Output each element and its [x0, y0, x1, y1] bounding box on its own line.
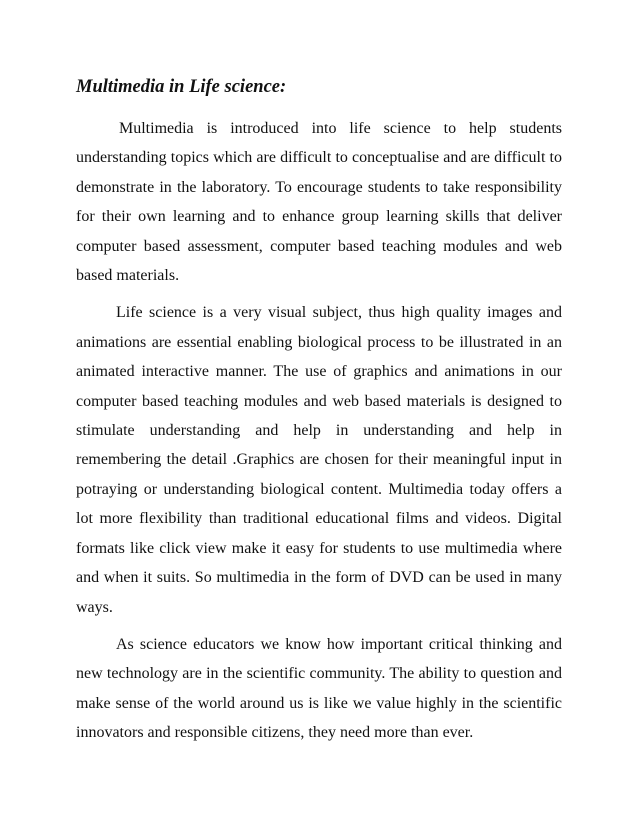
paragraph-2: Life science is a very visual subject, thus high quality images and animations are essential enabling biological process to be illustrated in an animated interactive manner. The use of graphics and animations in our computer based teaching modules and web based materials is designed to stimulate understanding and help in understanding and help in remembering the detail .Graphics are chosen for their meaningful input in potraying or understanding biological content. Multimedia today offers a lot more flexibility than traditional educational films and videos. Digital formats like click view make it easy for students to use multimedia where and when it suits. So multimedia in the form of DVD can be used in many ways. — [76, 304, 562, 616]
paragraph-3: As science educators we know how important critical thinking and new technology are in the scientific community. The ability to question and make sense of the world around us is like we value highly in the scientific innovators and responsible citizens, they need more than ever. — [76, 635, 562, 742]
document-heading: Multimedia in Life science: — [76, 77, 287, 97]
paragraph-1: Multimedia is introduced into life science to help students understanding topics which are difficult to conceptualise and are difficult to demonstrate in the laboratory. To encourage students to take responsibility for their own learning and to enhance group learning skills that deliver computer based assessment, computer based teaching modules and web based materials. — [76, 120, 562, 285]
document-body — [76, 114, 562, 748]
